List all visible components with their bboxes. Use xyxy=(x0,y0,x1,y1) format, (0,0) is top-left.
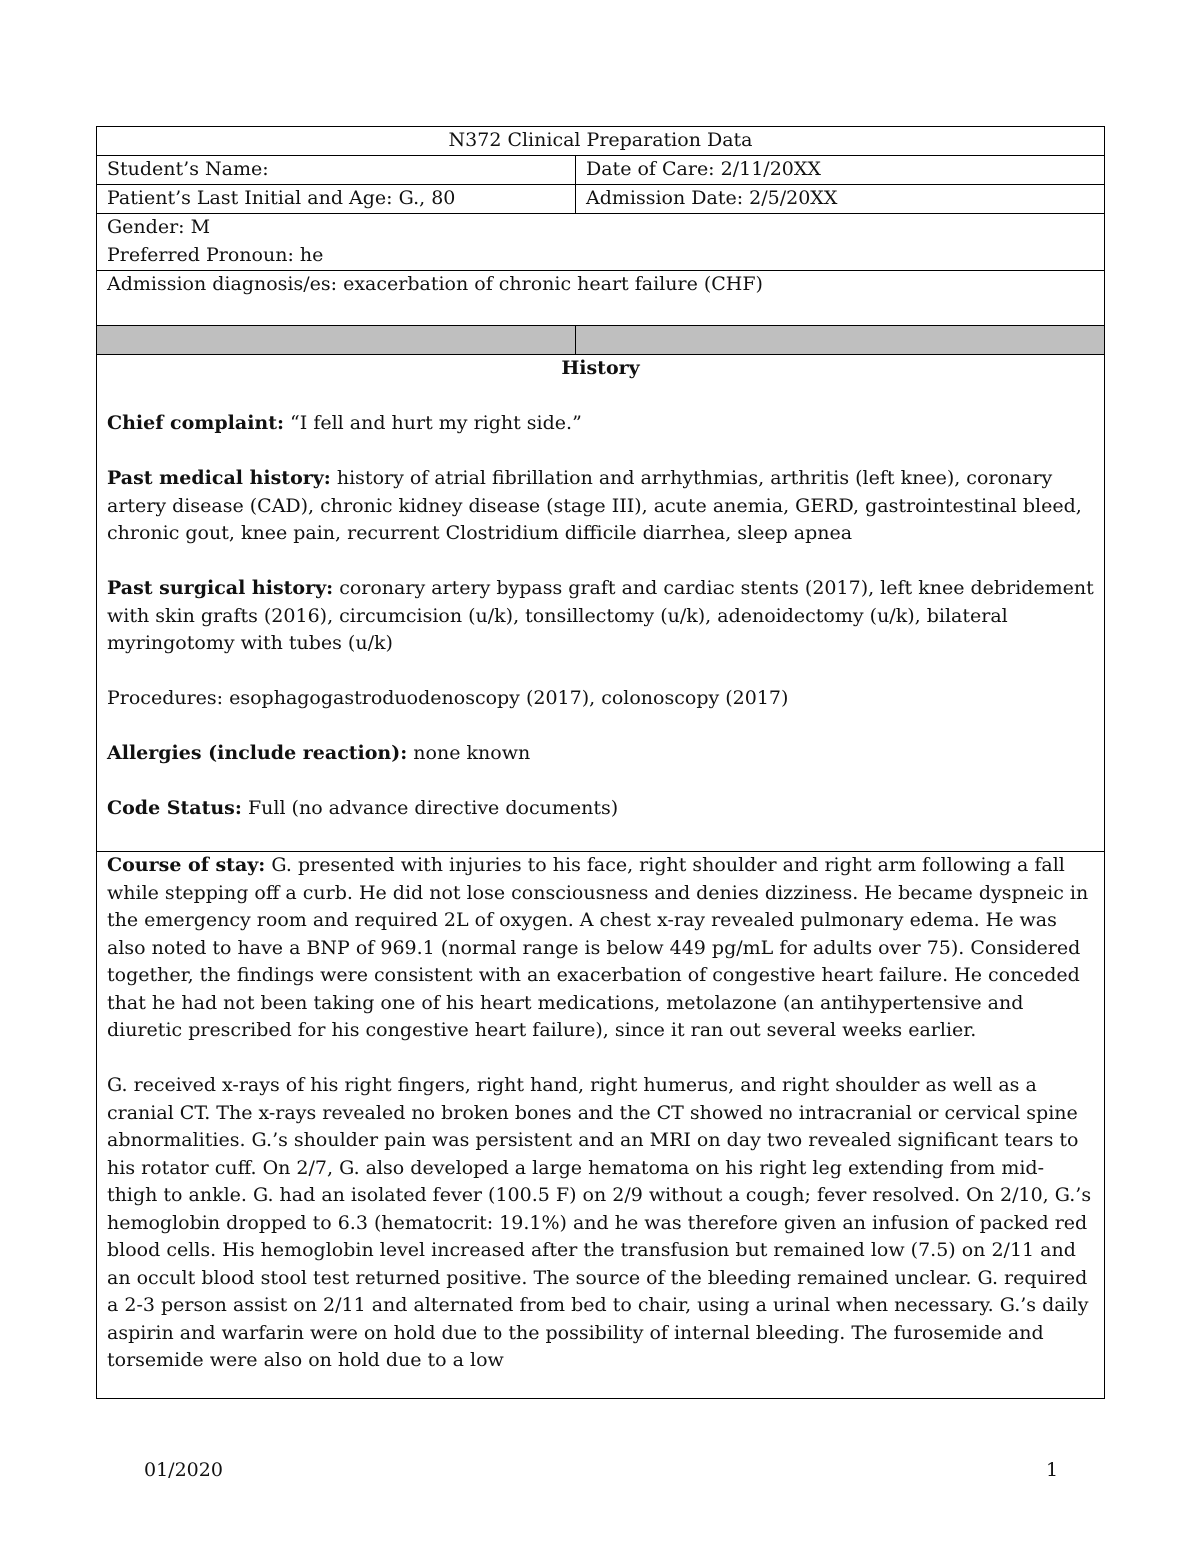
gender: Gender: M xyxy=(107,216,211,238)
shaded-spacer-right xyxy=(576,326,1105,355)
allergies-text: none known xyxy=(407,742,531,764)
form-title: N372 Clinical Preparation Data xyxy=(97,127,1105,156)
chief-complaint xyxy=(107,410,1094,438)
history-heading: History xyxy=(561,357,640,379)
admission-date: Admission Date: 2/5/20XX xyxy=(576,185,1105,214)
past-medical-history xyxy=(107,465,1094,548)
course-of-stay-section xyxy=(97,852,1105,1399)
pmh-label: Past medical history: xyxy=(107,467,331,489)
chief-complaint-label: Chief complaint: xyxy=(107,412,285,434)
allergies-label: Allergies (include reaction): xyxy=(107,742,408,764)
past-surgical-history xyxy=(107,575,1094,658)
clinical-prep-table xyxy=(96,126,1105,1399)
history-section xyxy=(97,355,1105,852)
chief-complaint-text: “I fell and hurt my right side.” xyxy=(284,412,582,434)
shaded-spacer-left xyxy=(97,326,576,355)
allergies xyxy=(107,740,1094,768)
footer-date: 01/2020 xyxy=(144,1459,223,1481)
code-status xyxy=(107,795,1094,823)
student-name-field: Student’s Name: xyxy=(97,156,576,185)
procedures: Procedures: esophagogastroduodenoscopy (2017), colonoscopy (2017) xyxy=(107,687,789,709)
code-status-label: Code Status: xyxy=(107,797,242,819)
psh-label: Past surgical history: xyxy=(107,577,334,599)
preferred-pronoun: Preferred Pronoun: he xyxy=(107,243,324,266)
code-status-text: Full (no advance directive documents) xyxy=(241,797,619,819)
admission-diagnosis: Admission diagnosis/es: exacerbation of chronic heart failure (CHF) xyxy=(97,271,1105,326)
gender-pronoun-cell xyxy=(97,214,1105,271)
footer-page-number: 1 xyxy=(1046,1459,1059,1481)
pmh-text: history of atrial fibrillation and arrhythmias, arthritis (left knee), coronary artery disease (CAD), chronic kidney disease (stage III), acute anemia, GERD, gastrointestinal bleed, chronic gout, knee pain, recurrent Clostridium difficile diarrhea, sleep apnea xyxy=(107,467,1082,544)
psh-text: coronary artery bypass graft and cardiac stents (2017), left knee debridement with skin grafts (2016), circumcision (u/k), tonsillectomy (u/k), adenoidectomy (u/k), bilateral myringotomy with tubes (u/k) xyxy=(107,577,1094,654)
date-of-care: Date of Care: 2/11/20XX xyxy=(576,156,1105,185)
course-label: Course of stay: xyxy=(107,854,266,876)
course-text-1: G. presented with injuries to his face, right shoulder and right arm following a fall while stepping off a curb. He did not lose consciousness and denies dizziness. He became dyspneic in the emergency room and required 2L of oxygen. A chest x-ray revealed pulmonary edema. He was also noted to have a BNP of 969.1 (normal range is below 449 pg/mL for adults over 75). Considered together, the findings were consistent with an exacerbation of congestive heart failure. He conceded that he had not been taking one of his heart medications, metolazone (an antihypertensive and diuretic prescribed for his congestive heart failure), since it ran out several weeks earlier. xyxy=(107,854,1089,1041)
patient-initial-age: Patient’s Last Initial and Age: G., 80 xyxy=(97,185,576,214)
course-paragraph-2: G. received x-rays of his right fingers, right hand, right humerus, and right shoulder as well as a cranial CT. The x-rays revealed no broken bones and the CT showed no intracranial or cervical spine abnormalities. G.’s shoulder pain was persistent and an MRI on day two revealed significant tears to his rotator cuff. On 2/7, G. also developed a large hematoma on his right leg extending from mid-thigh to ankle. G. had an isolated fever (100.5 F) on 2/9 without a cough; fever resolved. On 2/10, G.’s hemoglobin dropped to 6.3 (hematocrit: 19.1%) and he was therefore given an infusion of packed red blood cells. His hemoglobin level increased after the transfusion but remained low (7.5) on 2/11 and an occult blood stool test returned positive. The source of the bleeding remained unclear. G. required a 2-3 person assist on 2/11 and alternated from bed to chair, using a urinal when necessary. G.’s daily aspirin and warfarin were on hold due to the possibility of internal bleeding. The furosemide and torsemide were also on hold due to a low xyxy=(107,1074,1092,1371)
course-paragraph-1 xyxy=(107,852,1094,1045)
